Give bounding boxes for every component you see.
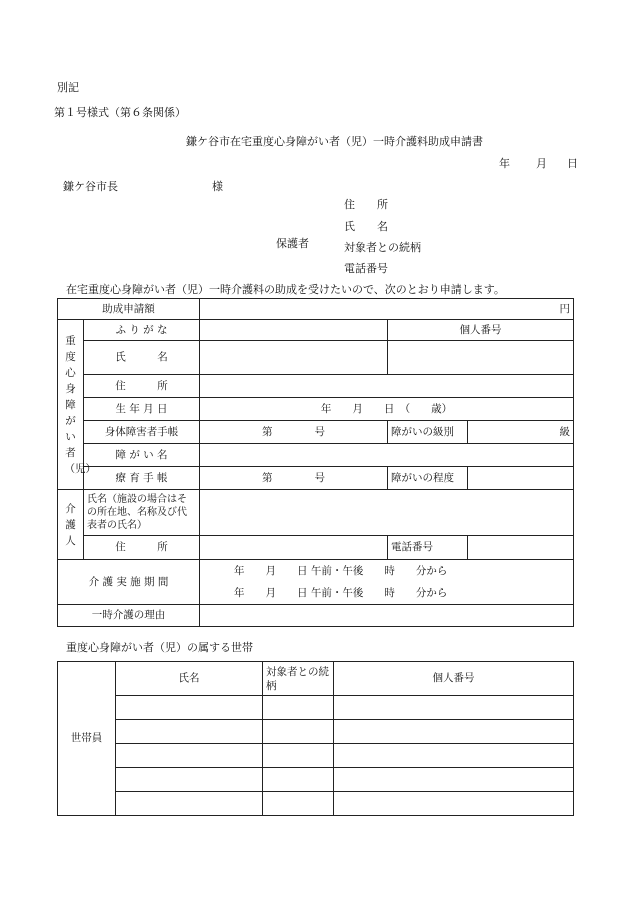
birthdate-field[interactable]: 年 月 日 （ 歳） (200, 398, 574, 421)
caregiver-address-label: 住 所 (84, 536, 200, 560)
guardian-label: 保護者 (276, 237, 309, 250)
amount-unit: 円 (559, 302, 571, 315)
guardian-phone: 電話番号 (344, 262, 388, 275)
address-label: 住 所 (84, 375, 200, 398)
care-period-field[interactable] (200, 560, 574, 605)
member-name-field[interactable] (116, 768, 263, 792)
amount-field[interactable] (200, 299, 574, 320)
date-day: 日 (567, 157, 578, 170)
subject-side-label: 重度心身障がい者（児） (58, 320, 84, 490)
application-table (57, 298, 574, 627)
member-name-field[interactable] (116, 792, 263, 816)
care-period-label: 介 護 実 施 期 間 (58, 560, 200, 605)
household-table (57, 661, 574, 816)
member-name-field[interactable] (116, 696, 263, 720)
member-relation-field[interactable] (263, 696, 334, 720)
caregiver-phone-label: 電話番号 (388, 536, 468, 560)
date-month: 月 (536, 157, 547, 170)
member-name-field[interactable] (116, 720, 263, 744)
furigana-label: ふ り が な (84, 320, 200, 341)
member-number-boxes[interactable] (334, 720, 574, 744)
honorific: 様 (212, 180, 223, 193)
furigana-field[interactable] (200, 320, 388, 341)
caregiver-phone-field[interactable] (468, 536, 574, 560)
caregiver-side-label: 介護人 (58, 490, 84, 560)
name-label: 氏 名 (84, 341, 200, 375)
member-number-boxes[interactable] (334, 744, 574, 768)
col-number-header: 個人番号 (334, 662, 574, 696)
name-field[interactable] (200, 341, 388, 375)
addressee: 鎌ケ谷市長 (63, 180, 118, 193)
member-number-boxes[interactable] (334, 768, 574, 792)
disability-name-field[interactable] (200, 444, 574, 467)
guardian-address: 住 所 (344, 198, 388, 211)
disability-class-field[interactable]: 級 (468, 421, 574, 444)
member-label: 世帯員 (58, 662, 116, 816)
disability-degree-label: 障がいの程度 (388, 467, 468, 490)
rehab-number-field[interactable]: 第 号 (200, 467, 388, 490)
form-number: 第１号様式（第６条関係） (54, 106, 186, 119)
household-section-title: 重度心身障がい者（児）の属する世帯 (66, 641, 253, 654)
member-number-boxes[interactable] (334, 696, 574, 720)
disability-handbook-label: 身体障害者手帳 (84, 421, 200, 444)
period-from: 年 月 日 午前・午後 時 分から (234, 565, 448, 577)
caregiver-name-label: 氏名（施設の場合はその所在地、名称及び代表者の氏名） (84, 490, 200, 536)
table-row (58, 792, 574, 816)
disability-degree-field[interactable] (468, 467, 574, 490)
table-row (58, 696, 574, 720)
appendix-label: 別記 (57, 81, 79, 94)
amount-label: 助成申請額 (58, 299, 200, 320)
guardian-name: 氏 名 (344, 220, 388, 233)
table-row (58, 768, 574, 792)
date-year: 年 (499, 157, 510, 170)
intro-text: 在宅重度心身障がい者（児）一時介護料の助成を受けたいので、次のとおり申請します。 (66, 283, 505, 296)
page-title: 鎌ケ谷市在宅重度心身障がい者（児）一時介護料助成申請書 (186, 135, 483, 148)
member-relation-field[interactable] (263, 792, 334, 816)
handbook-number-field[interactable]: 第 号 (200, 421, 388, 444)
caregiver-address-field[interactable] (200, 536, 388, 560)
address-field[interactable] (200, 375, 574, 398)
member-name-field[interactable] (116, 744, 263, 768)
col-relation-header: 対象者との続柄 (263, 662, 334, 696)
caregiver-name-field[interactable] (200, 490, 574, 536)
member-relation-field[interactable] (263, 720, 334, 744)
rehab-handbook-label: 療 育 手 帳 (84, 467, 200, 490)
member-number-boxes[interactable] (334, 792, 574, 816)
period-to: 年 月 日 午前・午後 時 分から (234, 587, 448, 599)
reason-field[interactable] (200, 605, 574, 627)
member-relation-field[interactable] (263, 744, 334, 768)
member-relation-field[interactable] (263, 768, 334, 792)
table-row (58, 744, 574, 768)
birthdate-label: 生 年 月 日 (84, 398, 200, 421)
col-name-header: 氏名 (116, 662, 263, 696)
guardian-relation: 対象者との続柄 (344, 241, 421, 254)
disability-name-label: 障 が い 名 (84, 444, 200, 467)
reason-label: 一時介護の理由 (58, 605, 200, 627)
personal-number-label: 個人番号 (388, 320, 574, 341)
personal-number-boxes[interactable] (388, 341, 574, 375)
disability-class-label: 障がいの級別 (388, 421, 468, 444)
table-row (58, 720, 574, 744)
